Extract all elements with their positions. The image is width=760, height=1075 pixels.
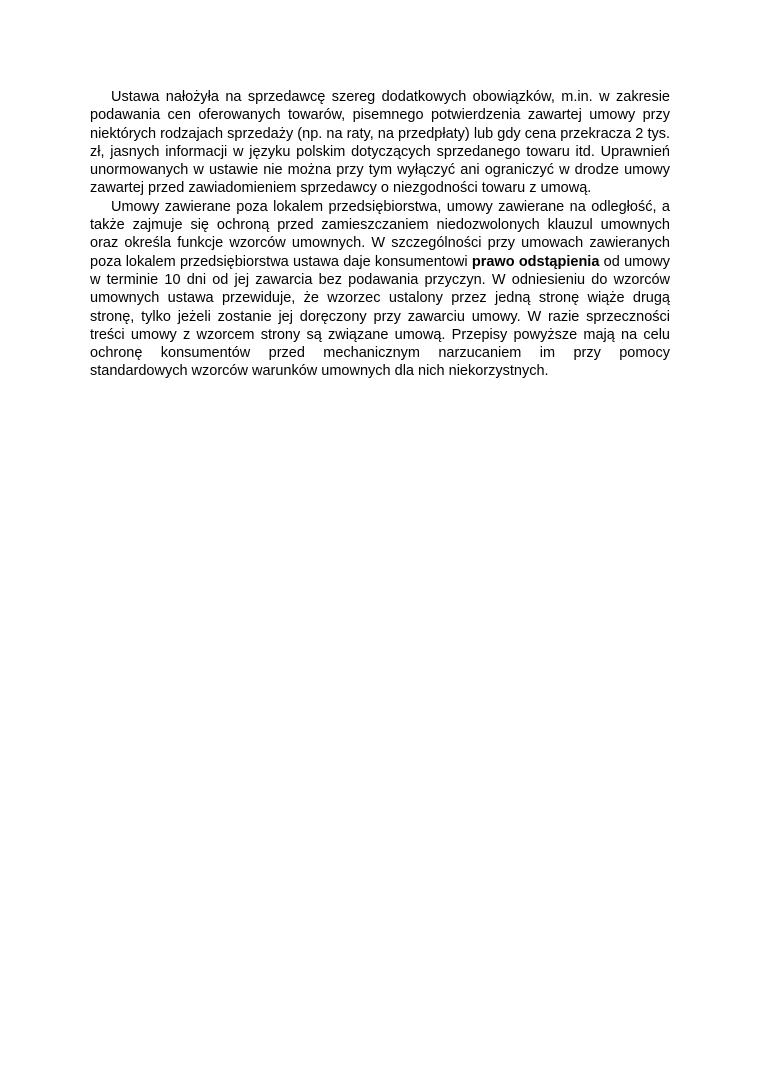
paragraph-2-text-before: Umowy zawierane poza lokalem przedsiębiorstwa, umowy zawierane na odległość, a także zajmuje się ochroną przed zamieszczaniem niedozwolonych klauzul umownych oraz określa funkcje wzorców umownych. W szczególności przy umowach zawieranych poza lokalem przedsiębiorstwa ustawa daje konsumentowi <box>90 198 670 270</box>
paragraph-contracts-and-patterns <box>90 198 670 381</box>
document-body <box>90 88 670 381</box>
paragraph-seller-obligations: Ustawa nałożyła na sprzedawcę szereg dodatkowych obowiązków, m.in. w zakresie podawania cen oferowanych towarów, pisemnego potwierdzenia zawartej umowy przy niektórych rodzajach sprzedaży (np. na raty, na przedpłaty) lub gdy cena przekracza 2 tys. zł, jasnych informacji w języku polskim dotyczących sprzedanego towaru itd. Uprawnień unormowanych w ustawie nie można przy tym wyłączyć ani ograniczyć w drodze umowy zawartej przed zawiadomieniem sprzedawcy o niezgodności towaru z umową. <box>90 89 670 197</box>
paragraph-2-text-after: od umowy w terminie 10 dni od jej zawarcia bez podawania przyczyn. W odniesieniu do wzorców umownych ustawa przewiduje, że wzorzec ustalony przez jedną stronę wiąże drugą stronę, tylko jeżeli zostanie jej doręczony przy zawarciu umowy. W razie sprzeczności treści umowy z wzorcem strony są związane umową. Przepisy powyższe mają na celu ochronę konsumentów przed mechanicznym narzucaniem im przy pomocy standardowych wzorców warunków umownych dla nich niekorzystnych. <box>90 253 670 380</box>
bold-term-right-of-withdrawal: prawo odstąpienia <box>471 253 600 270</box>
